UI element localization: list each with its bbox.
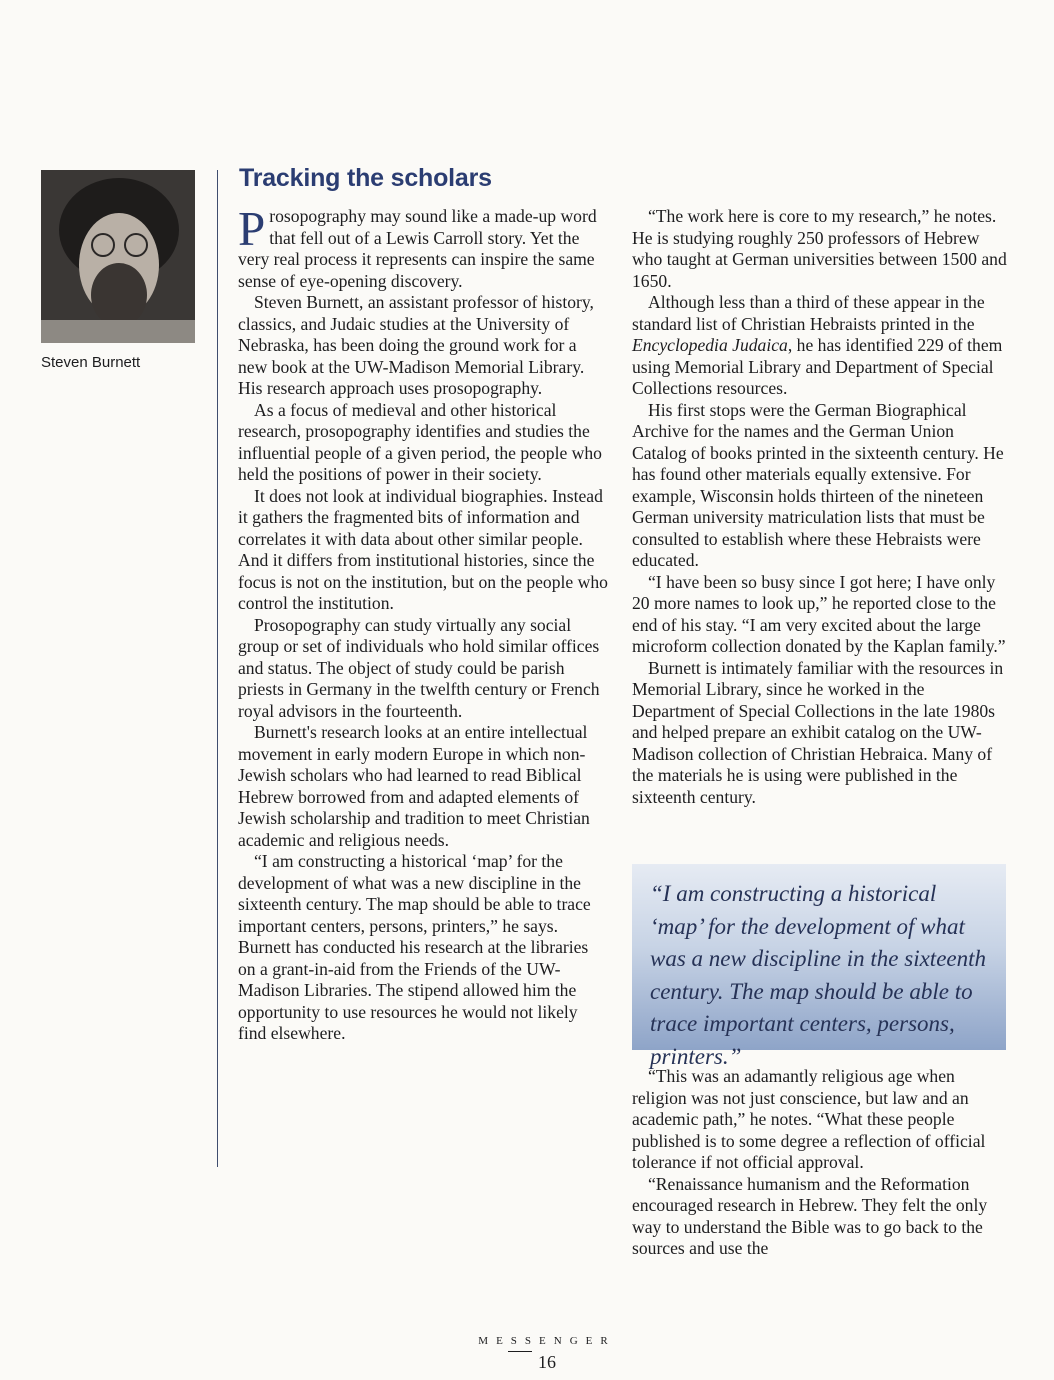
- paragraph-2: Steven Burnett, an assistant professor of history, classics, and Judaic studies at the University of Nebraska, has been doing the ground work for a new book at the UW-Madison Memorial Library. His research approach uses prosopography.: [238, 292, 594, 398]
- paragraph-12: Burnett is intimately familiar with the resources in Memorial Library, since he worked in the Department of Special Collections in the late 1980s and helped prepare an exhibit catalog on the UW-Madison collection of Christian Hebraica. Many of the materials he is using were published in the sixteenth century.: [632, 657, 1004, 807]
- paragraph-5: Prosopography can study virtually any social group or set of individuals who hold similar offices and status. The object of study could be parish priests in Germany in the twelfth century or French royal advisors in the fourteenth.: [238, 614, 600, 721]
- left-column: [238, 201, 608, 1045]
- portrait-image: [41, 170, 195, 343]
- paragraph-3: As a focus of medieval and other historical research, prosopography identifies and studies the influential people of a given period, the people who held the positions of power in their society.: [238, 399, 602, 484]
- paragraph-6: Burnett's research looks at an entire intellectual movement in early modern Europe in which non-Jewish scholars who had learned to read Biblical Hebrew borrowed from and adapted elements of Jewish scholarship and tradition to meet Christian academic and religious needs.: [238, 722, 590, 850]
- drop-cap: P: [238, 201, 266, 256]
- pull-quote-text: “I am constructing a historical ‘map’ for the development of what was a new discipline in the sixteenth century. The map should be able to trace important centers, persons, printers.”: [650, 881, 987, 1069]
- column-divider: [217, 170, 218, 1167]
- right-column-continued: [632, 1066, 1008, 1260]
- paragraph-8: “The work here is core to my research,” he notes. He is studying roughly 250 professors of Hebrew who taught at German universities between 1500 and 1650.: [632, 206, 1007, 291]
- paragraph-9: Although less than a third of these appear in the standard list of Christian Hebraists printed in the Encyclopedia Judaica, he has identified 229 of them using Memorial Library and Department of Special Collections resources.: [632, 292, 1003, 398]
- paragraph-13: “This was an adamantly religious age when religion was not just conscience, but law and an academic path,” he notes. “What these people published is to some degree a reflection of official tolerance if not official approval.: [632, 1066, 986, 1172]
- paragraph-11: “I have been so busy since I got here; I have only 20 more names to look up,” he reported close to the end of his stay. “I am very excited about the large microform collection donated by the Kaplan family.”: [632, 571, 1006, 656]
- paragraph-14: “Renaissance humanism and the Reformation encouraged research in Hebrew. They felt the only way to understand the Bible was to go back to the sources and use the: [632, 1173, 988, 1258]
- pull-quote: [632, 864, 1006, 1069]
- right-column: [632, 206, 1008, 808]
- paragraph-7: “I am constructing a historical ‘map’ for the development of what was a new discipline in the sixteenth century. The map should be able to trace important centers, persons, printers,” he says. Burnett has conducted his research at the libraries on a grant-in-aid from the Friends of the UW-Madison Libraries. The stipend allowed him the opportunity to use resources he would not likely find elsewhere.: [238, 851, 591, 1043]
- author-photo: [41, 170, 195, 343]
- encyclopedia-title: Encyclopedia Judaica: [632, 335, 788, 355]
- paragraph-10: His first stops were the German Biographical Archive for the names and the German Union Catalog of books printed in the sixteenth century. He has found other materials equally extensive. For example, Wisconsin holds thirteen of the nineteen German university matriculation lists that must be consulted to establish where these Hebraists were educated.: [632, 399, 1004, 570]
- paragraph-1: Prosopography may sound like a made-up word that fell out of a Lewis Carroll story. Yet the very real process it represents can inspire the same sense of eye-opening discovery.: [238, 201, 597, 291]
- publication-name: MESSENGER: [478, 1335, 616, 1347]
- page-number: 16: [538, 1352, 556, 1372]
- article-title: Tracking the scholars: [239, 164, 492, 192]
- paragraph-4: It does not look at individual biographies. Instead it gathers the fragmented bits of information and correlates it with data about other similar people. And it differs from institutional histories, since the focus is not on the institution, but on the people who control the institution.: [238, 485, 608, 613]
- photo-caption: Steven Burnett: [41, 354, 141, 371]
